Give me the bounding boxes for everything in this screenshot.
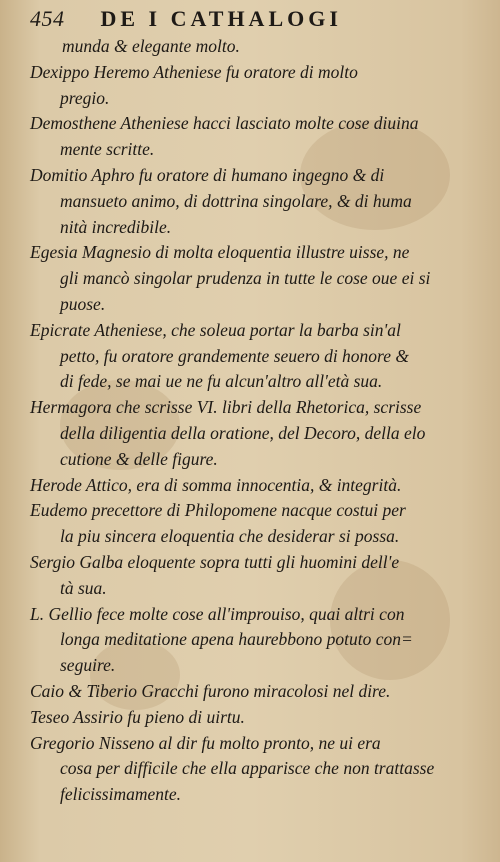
entry [26, 731, 466, 808]
entry-line: Gregorio Nisseno al dir fu molto pronto, ne ui era [30, 732, 381, 753]
entry-line: cosa per difficile che ella apparisce che non trattasse [60, 758, 435, 779]
entry [26, 602, 466, 679]
entry [26, 550, 466, 602]
entry-line: puose. [60, 293, 106, 314]
entry-line: nità incredibile. [60, 216, 172, 237]
entry [26, 34, 466, 60]
entry-line: longa meditatione apena haurebbono potuto con= [60, 629, 413, 650]
entry [26, 498, 466, 550]
entry-line: Caio & Tiberio Gracchi furono miracolosi nel dire. [30, 680, 391, 701]
entry-line: Herode Attico, era di somma innocentia, & integrità. [30, 474, 402, 495]
entry-line: felicissimamente. [60, 784, 182, 805]
page-header [30, 6, 430, 32]
entry-line: tà sua. [60, 577, 107, 598]
entry-line: della diligentia della oratione, del Decoro, della elo [60, 422, 426, 443]
entry-line: Sergio Galba eloquente sopra tutti gli huomini dell'e [30, 551, 400, 572]
entry [26, 163, 466, 240]
entry [26, 395, 466, 472]
text-block [26, 34, 466, 808]
entry-line: Epicrate Atheniese, che soleua portar la barba sin'al [30, 319, 401, 340]
entry-line: Eudemo precettore di Philopomene nacque costui per [30, 500, 406, 521]
entry [26, 705, 466, 731]
entry-line: pregio. [60, 87, 110, 108]
entry-line: Egesia Magnesio di molta eloquentia illustre uisse, ne [30, 242, 410, 263]
entry-line: mente scritte. [60, 139, 155, 160]
entry-line: Hermagora che scrisse VI. libri della Rhetorica, scrisse [30, 397, 422, 418]
entry-line: Domitio Aphro fu oratore di humano ingegno & di [30, 164, 385, 185]
entry [26, 679, 466, 705]
entry-line: munda & elegante molto. [62, 36, 240, 56]
entry-line: la piu sincera eloquentia che desiderar si possa. [60, 526, 400, 547]
entry-line: gli mancò singolar prudenza in tutte le cose oue ei si [60, 268, 431, 289]
entry [26, 240, 466, 317]
running-title: DE I CATHALOGI [100, 6, 342, 31]
entry-line: seguire. [60, 655, 116, 676]
entry [26, 318, 466, 395]
entry-line: Demosthene Atheniese hacci lasciato molte cose diuina [30, 113, 419, 134]
entry-line: Teseo Assirio fu pieno di uirtu. [30, 706, 245, 727]
entry [26, 473, 466, 499]
entry-line: L. Gellio fece molte cose all'improuiso, quai altri con [30, 603, 405, 624]
entry-line: cutione & delle figure. [60, 448, 218, 469]
entry-line: petto, fu oratore grandemente seuero di honore & [60, 345, 409, 366]
entry [26, 60, 466, 112]
entry-line: mansueto animo, di dottrina singolare, & di huma [60, 190, 412, 211]
entry-line: Dexippo Heremo Atheniese fu oratore di molto [30, 61, 358, 82]
page-number: 454 [30, 6, 65, 31]
entry-line: di fede, se mai ue ne fu alcun'altro all'età sua. [60, 371, 383, 392]
entry [26, 111, 466, 163]
